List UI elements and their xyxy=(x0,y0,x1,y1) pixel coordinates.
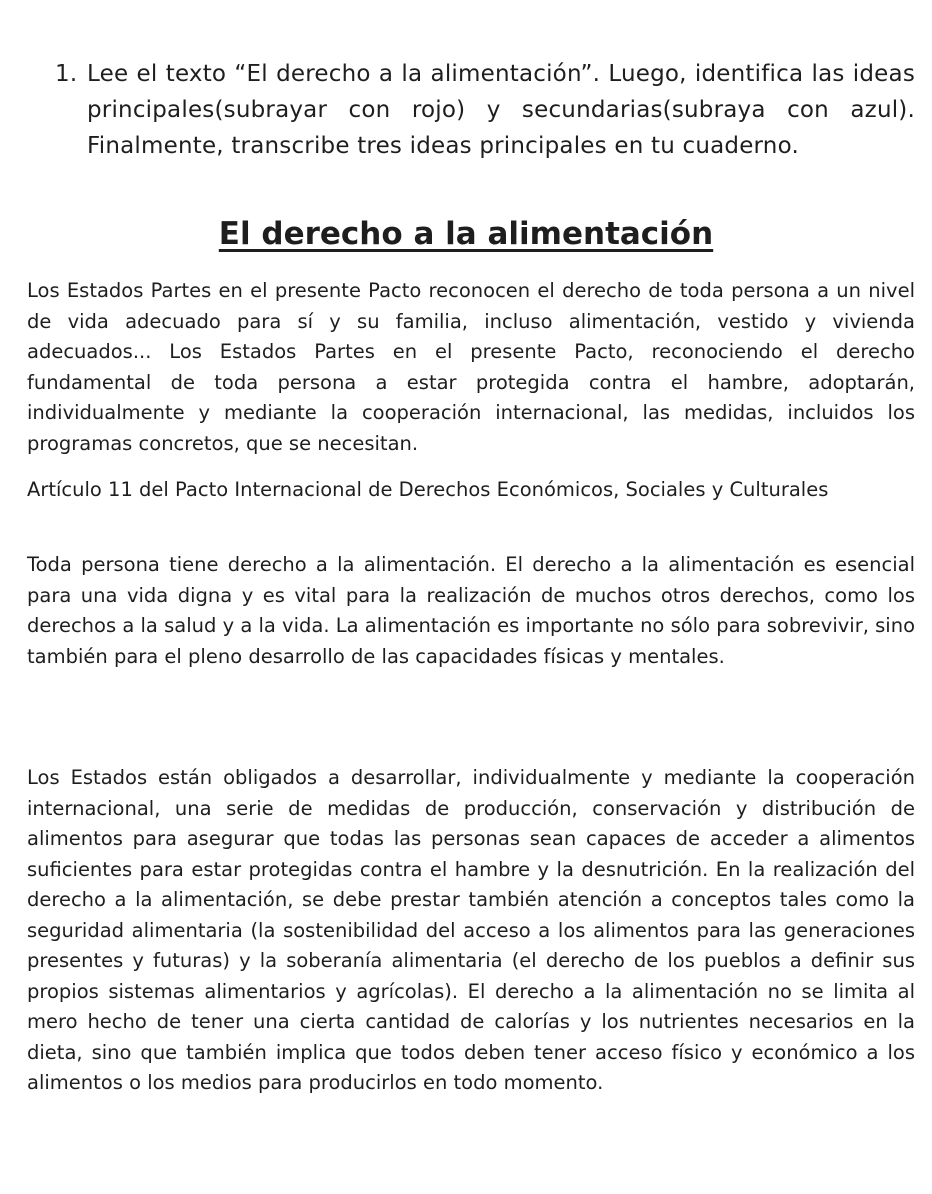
instruction-text: Lee el texto “El derecho a la alimentación”. Luego, identifica las ideas principales(subrayar con rojo) y secundarias(subraya con azul). Finalmente, transcribe tres ideas principales en tu cuaderno. xyxy=(87,61,915,159)
paragraph-obligaciones-estados: Los Estados están obligados a desarrollar, individualmente y mediante la cooperación internacional, una serie de medidas de producción, conservación y distribución de alimentos para asegurar que todas las personas sean capaces de acceder a alimentos suficientes para estar protegidas contra el hambre y la desnutrición. En la realización del derecho a la alimentación, se debe prestar también atención a conceptos tales como la seguridad alimentaria (la sostenibilidad del acceso a los alimentos para las generaciones presentes y futuras) y la soberanía alimentaria (el derecho de los pueblos a definir sus propios sistemas alimentarios y agrícolas). El derecho a la alimentación no se limita al mero hecho de tener una cierta cantidad de calorías y los nutrientes necesarios en la dieta, sino que también implica que todos deben tener acceso físico y económico a los alimentos o los medios para producirlos en todo momento. xyxy=(27,766,915,1094)
document-title: El derecho a la alimentación xyxy=(218,216,714,252)
document-title-container xyxy=(0,210,932,258)
paragraph-pacto-quote: Los Estados Partes en el presente Pacto reconocen el derecho de toda persona a un nivel de vida adecuado para sí y su familia, incluso alimentación, vestido y vivienda adecuados... Los Estados Partes en el presente Pacto, reconociendo el derecho fundamental de toda persona a estar protegida contra el hambre, adoptarán, individualmente y mediante la cooperación internacional, las medidas, incluidos los programas concretos, que se necesitan. xyxy=(27,279,915,455)
paragraph-derecho-intro: Toda persona tiene derecho a la alimentación. El derecho a la alimentación es esencial para una vida digna y es vital para la realización de muchos otros derechos, como los derechos a la salud y a la vida. La alimentación es importante no sólo para sobrevivir, sino también para el pleno desarrollo de las capacidades físicas y mentales. xyxy=(27,553,915,668)
instruction-item xyxy=(55,56,915,164)
paragraph-citation: Artículo 11 del Pacto Internacional de Derechos Económicos, Sociales y Culturales xyxy=(27,478,829,501)
instruction-number: 1. xyxy=(55,61,78,87)
